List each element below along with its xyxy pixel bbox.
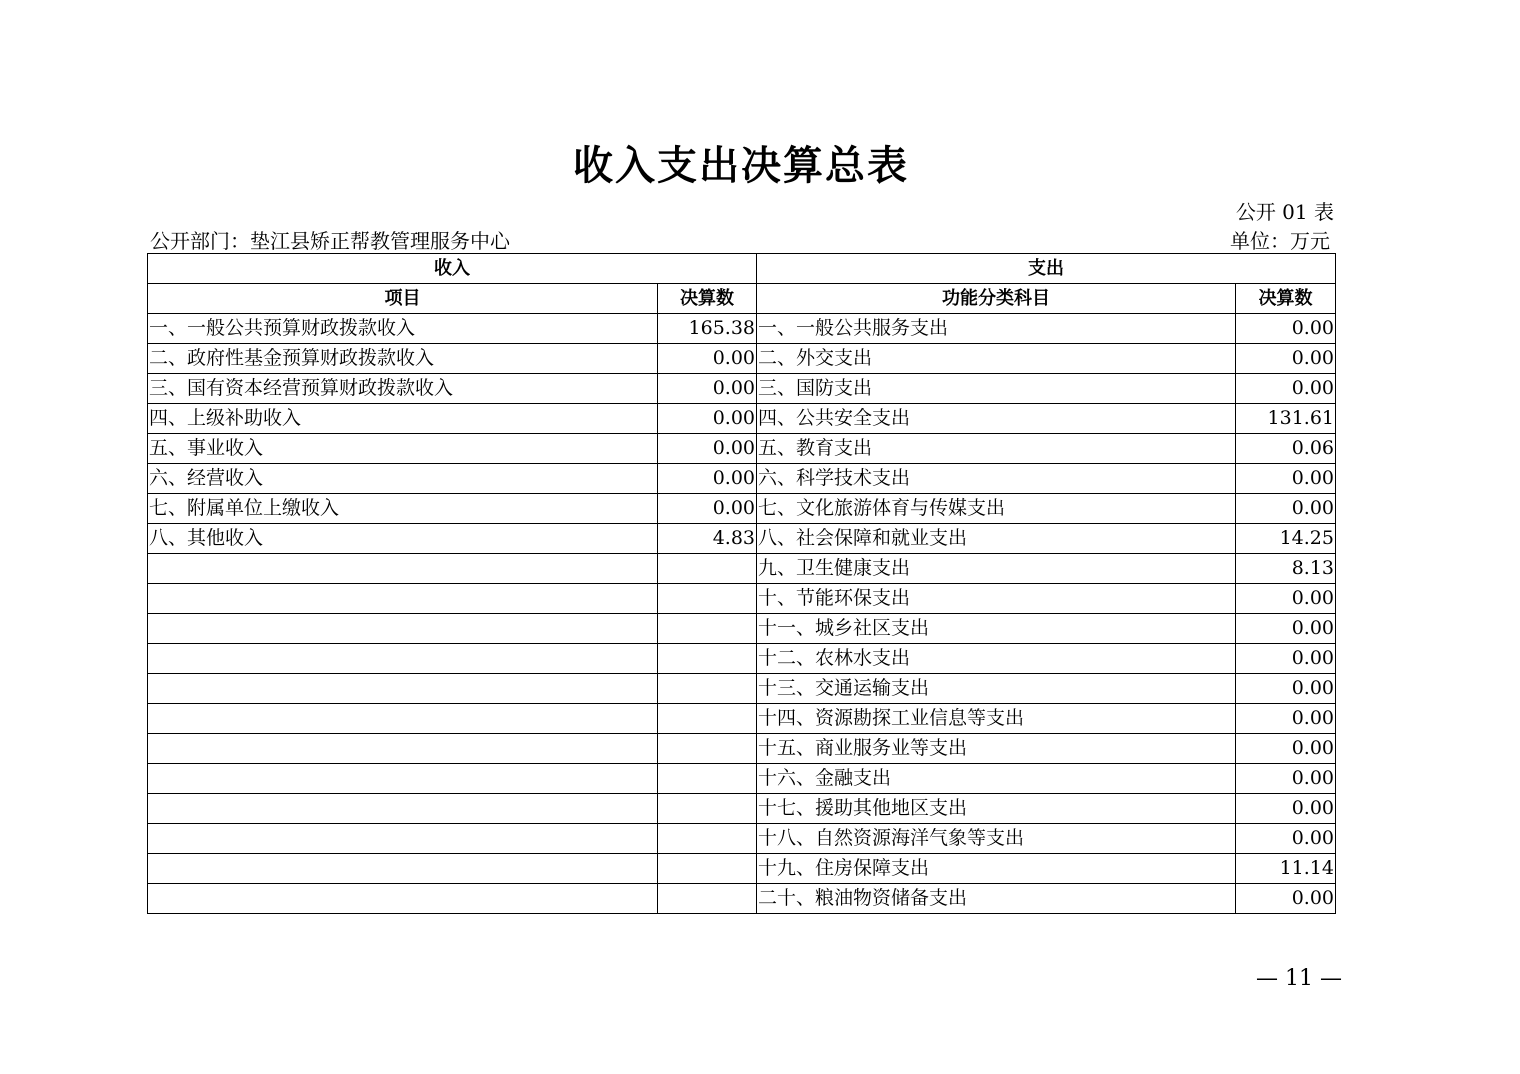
income-amount-cell: 0.00 bbox=[658, 404, 757, 434]
expense-item-cell: 十七、援助其他地区支出 bbox=[757, 794, 1236, 824]
expense-item-cell: 七、文化旅游体育与传媒支出 bbox=[757, 494, 1236, 524]
form-number: 公开 01 表 bbox=[1235, 200, 1334, 224]
expense-amount-cell: 0.00 bbox=[1236, 494, 1336, 524]
page-number: — 11 — bbox=[1256, 966, 1342, 991]
expense-amount-cell: 8.13 bbox=[1236, 554, 1336, 584]
table-row bbox=[148, 674, 1336, 704]
expense-item-cell: 十八、自然资源海洋气象等支出 bbox=[757, 824, 1236, 854]
column-header-row bbox=[148, 284, 1336, 314]
income-amount-cell bbox=[658, 824, 757, 854]
income-item-cell bbox=[148, 614, 658, 644]
table-row bbox=[148, 794, 1336, 824]
table-row bbox=[148, 554, 1336, 584]
income-amount-cell bbox=[658, 764, 757, 794]
expense-amount-cell: 0.00 bbox=[1236, 794, 1336, 824]
expense-group-header: 支出 bbox=[757, 254, 1336, 284]
income-item-cell: 一、一般公共预算财政拨款收入 bbox=[148, 314, 658, 344]
expense-amount-cell: 0.00 bbox=[1236, 764, 1336, 794]
page-title: 收入支出决算总表 bbox=[573, 142, 909, 189]
income-amount-cell: 0.00 bbox=[658, 344, 757, 374]
expense-amount-cell: 0.00 bbox=[1236, 674, 1336, 704]
income-amount-cell bbox=[658, 614, 757, 644]
income-amount-cell bbox=[658, 674, 757, 704]
expense-item-cell: 十四、资源勘探工业信息等支出 bbox=[757, 704, 1236, 734]
expense-amount-cell: 0.00 bbox=[1236, 584, 1336, 614]
income-item-cell bbox=[148, 674, 658, 704]
income-amount-cell: 0.00 bbox=[658, 494, 757, 524]
expense-amount-cell: 0.00 bbox=[1236, 344, 1336, 374]
table-row bbox=[148, 734, 1336, 764]
income-amount-header: 决算数 bbox=[658, 284, 757, 314]
table-body bbox=[148, 314, 1336, 914]
table-row bbox=[148, 644, 1336, 674]
income-expense-table bbox=[147, 253, 1336, 914]
table-row bbox=[148, 434, 1336, 464]
group-header-row bbox=[148, 254, 1336, 284]
expense-item-cell: 一、一般公共服务支出 bbox=[757, 314, 1236, 344]
expense-amount-cell: 11.14 bbox=[1236, 854, 1336, 884]
unit-label: 单位：万元 bbox=[1230, 229, 1330, 253]
table-row bbox=[148, 344, 1336, 374]
table-row bbox=[148, 314, 1336, 344]
income-item-cell: 二、政府性基金预算财政拨款收入 bbox=[148, 344, 658, 374]
expense-item-cell: 二十、粮油物资储备支出 bbox=[757, 884, 1236, 914]
expense-item-cell: 十六、金融支出 bbox=[757, 764, 1236, 794]
table-row bbox=[148, 884, 1336, 914]
expense-item-cell: 十九、住房保障支出 bbox=[757, 854, 1236, 884]
income-item-cell bbox=[148, 734, 658, 764]
expense-amount-cell: 14.25 bbox=[1236, 524, 1336, 554]
income-item-cell bbox=[148, 884, 658, 914]
expense-item-cell: 三、国防支出 bbox=[757, 374, 1236, 404]
expense-amount-cell: 0.06 bbox=[1236, 434, 1336, 464]
income-item-header: 项目 bbox=[148, 284, 658, 314]
table-row bbox=[148, 494, 1336, 524]
table-row bbox=[148, 404, 1336, 434]
table-row bbox=[148, 374, 1336, 404]
expense-item-cell: 四、公共安全支出 bbox=[757, 404, 1236, 434]
table-row bbox=[148, 704, 1336, 734]
expense-amount-cell: 0.00 bbox=[1236, 374, 1336, 404]
table-row bbox=[148, 614, 1336, 644]
income-amount-cell bbox=[658, 554, 757, 584]
income-item-cell bbox=[148, 764, 658, 794]
expense-item-cell: 六、科学技术支出 bbox=[757, 464, 1236, 494]
income-item-cell bbox=[148, 824, 658, 854]
expense-amount-cell: 0.00 bbox=[1236, 884, 1336, 914]
income-item-cell bbox=[148, 704, 658, 734]
expense-item-cell: 十、节能环保支出 bbox=[757, 584, 1236, 614]
income-amount-cell: 0.00 bbox=[658, 464, 757, 494]
expense-amount-header: 决算数 bbox=[1236, 284, 1336, 314]
table-row bbox=[148, 764, 1336, 794]
expense-amount-cell: 0.00 bbox=[1236, 734, 1336, 764]
expense-item-cell: 八、社会保障和就业支出 bbox=[757, 524, 1236, 554]
expense-amount-cell: 0.00 bbox=[1236, 314, 1336, 344]
table-row bbox=[148, 584, 1336, 614]
table-row bbox=[148, 824, 1336, 854]
income-item-cell: 七、附属单位上缴收入 bbox=[148, 494, 658, 524]
income-amount-cell bbox=[658, 584, 757, 614]
income-amount-cell: 0.00 bbox=[658, 434, 757, 464]
income-item-cell bbox=[148, 584, 658, 614]
income-amount-cell bbox=[658, 854, 757, 884]
expense-amount-cell: 0.00 bbox=[1236, 824, 1336, 854]
income-item-cell bbox=[148, 554, 658, 584]
income-amount-cell: 0.00 bbox=[658, 374, 757, 404]
table-row bbox=[148, 524, 1336, 554]
expense-item-cell: 五、教育支出 bbox=[757, 434, 1236, 464]
income-item-cell bbox=[148, 644, 658, 674]
expense-amount-cell: 0.00 bbox=[1236, 464, 1336, 494]
income-group-header: 收入 bbox=[148, 254, 757, 284]
income-amount-cell bbox=[658, 704, 757, 734]
income-amount-cell: 165.38 bbox=[658, 314, 757, 344]
department-label: 公开部门：垫江县矫正帮教管理服务中心 bbox=[150, 229, 510, 253]
income-amount-cell bbox=[658, 794, 757, 824]
income-amount-cell bbox=[658, 884, 757, 914]
table-row bbox=[148, 854, 1336, 884]
income-item-cell: 八、其他收入 bbox=[148, 524, 658, 554]
income-item-cell bbox=[148, 854, 658, 884]
expense-item-header: 功能分类科目 bbox=[757, 284, 1236, 314]
income-item-cell: 六、经营收入 bbox=[148, 464, 658, 494]
income-item-cell: 三、国有资本经营预算财政拨款收入 bbox=[148, 374, 658, 404]
income-amount-cell bbox=[658, 644, 757, 674]
expense-amount-cell: 0.00 bbox=[1236, 614, 1336, 644]
expense-item-cell: 二、外交支出 bbox=[757, 344, 1236, 374]
expense-item-cell: 十三、交通运输支出 bbox=[757, 674, 1236, 704]
expense-amount-cell: 0.00 bbox=[1236, 704, 1336, 734]
expense-item-cell: 十五、商业服务业等支出 bbox=[757, 734, 1236, 764]
expense-item-cell: 十二、农林水支出 bbox=[757, 644, 1236, 674]
income-amount-cell: 4.83 bbox=[658, 524, 757, 554]
income-item-cell: 四、上级补助收入 bbox=[148, 404, 658, 434]
table-row bbox=[148, 464, 1336, 494]
expense-amount-cell: 0.00 bbox=[1236, 644, 1336, 674]
expense-amount-cell: 131.61 bbox=[1236, 404, 1336, 434]
income-item-cell bbox=[148, 794, 658, 824]
income-amount-cell bbox=[658, 734, 757, 764]
expense-item-cell: 十一、城乡社区支出 bbox=[757, 614, 1236, 644]
income-item-cell: 五、事业收入 bbox=[148, 434, 658, 464]
expense-item-cell: 九、卫生健康支出 bbox=[757, 554, 1236, 584]
